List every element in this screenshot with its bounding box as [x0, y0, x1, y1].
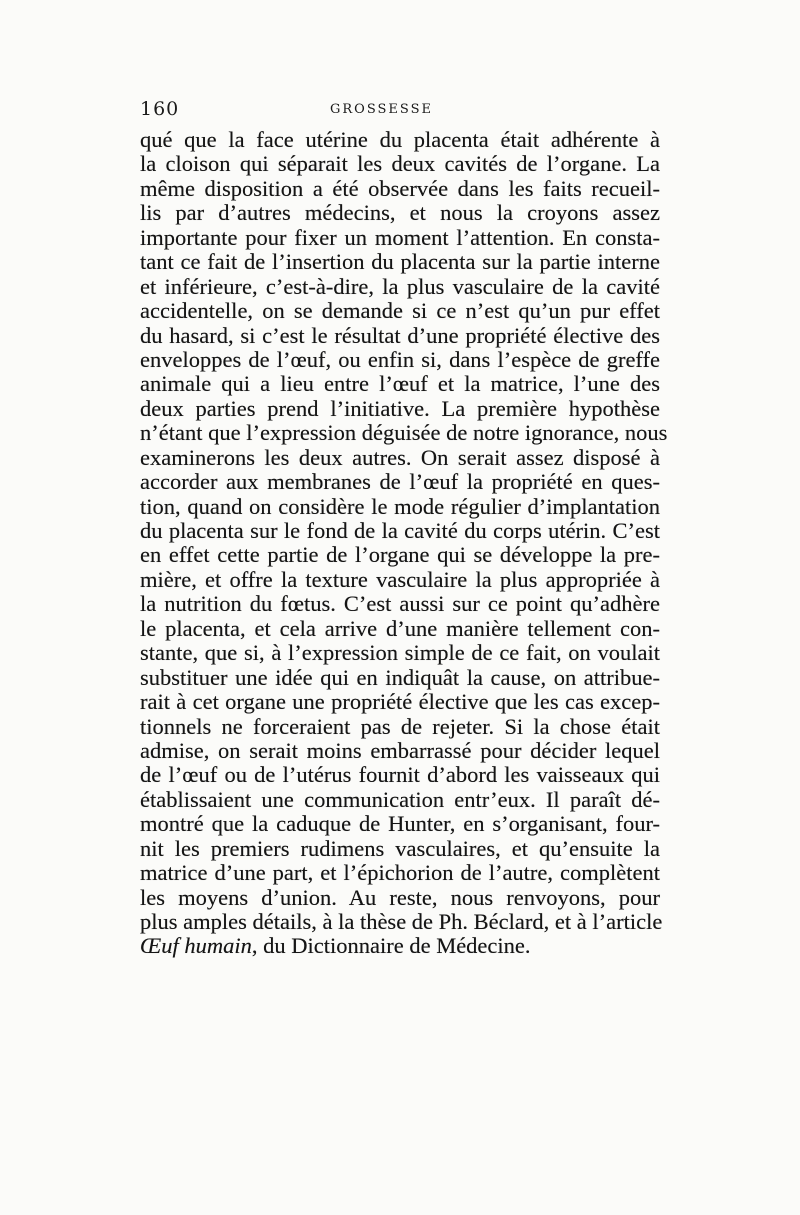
text-line: même disposition a été observée dans les faits recueil-: [140, 175, 660, 201]
text-line: deux parties prend l’initiative. La première hypothèse: [140, 395, 660, 421]
body-text: [140, 127, 668, 959]
text-line: du placenta sur le fond de la cavité du corps utérin. C’est: [140, 518, 660, 543]
text-line: examinerons les deux autres. On serait assez disposé à: [140, 444, 660, 470]
text-line: tant ce fait de l’insertion du placenta sur la partie interne: [140, 249, 660, 275]
final-line-rest: , du Dictionnaire de Médecine.: [251, 933, 531, 959]
text-line: nit les premiers rudimens vasculaires, et qu’ensuite la: [140, 835, 660, 861]
running-title: GROSSESSE: [330, 102, 433, 117]
text-line: lis par d’autres médecins, et nous la croyons assez: [140, 200, 660, 226]
text-line: substituer une idée qui en indiquât la cause, on attribue-: [140, 664, 660, 690]
text-line: mière, et offre la texture vasculaire la plus appropriée à: [140, 566, 660, 592]
text-line: tion, quand on considère le mode régulier d’implantation: [140, 493, 660, 519]
text-line: le placenta, et cela arrive d’une manière tellement con-: [140, 615, 660, 641]
text-line: et inférieure, c’est-à-dire, la plus vasculaire de la cavité: [140, 273, 660, 299]
text-line: n’étant que l’expression déguisée de notre ignorance, nous: [140, 420, 668, 446]
page-header: [140, 98, 660, 128]
text-line: de l’œuf ou de l’utérus fournit d’abord les vaisseaux qui: [140, 762, 660, 788]
text-line: matrice d’une part, et l’épichorion de l’autre, complètent: [140, 860, 660, 886]
text-line: du hasard, si c’est le résultat d’une propriété élective des: [140, 322, 660, 348]
text-line: stante, que si, à l’expression simple de ce fait, on voulait: [140, 640, 660, 666]
text-line: tionnels ne forceraient pas de rejeter. Si la chose était: [140, 713, 660, 739]
text-line: rait à cet organe une propriété élective que les cas excep-: [140, 689, 660, 715]
text-line: admise, on serait moins embarrassé pour décider lequel: [140, 737, 660, 763]
text-line: accidentelle, on se demande si ce n’est qu’un pur effet: [140, 298, 660, 324]
text-line: la cloison qui séparait les deux cavités de l’organe. La: [140, 151, 660, 177]
text-line: qué que la face utérine du placenta était adhérente à: [140, 127, 660, 152]
text-line: les moyens d’union. Au reste, nous renvoyons, pour: [140, 884, 660, 910]
text-line: accorder aux membranes de l’œuf la propriété en ques-: [140, 469, 660, 495]
page-number: 160: [140, 98, 180, 120]
text-line: montré que la caduque de Hunter, en s’organisant, four-: [140, 811, 660, 837]
text-line: animale qui a lieu entre l’œuf et la matrice, l’une des: [140, 371, 660, 397]
text-line: enveloppes de l’œuf, ou enfin si, dans l’espèce de greffe: [140, 346, 660, 372]
text-line: établissaient une communication entr’eux. Il paraît dé-: [140, 786, 660, 812]
italic-title: Œuf humain: [140, 933, 252, 959]
text-line-final: [140, 934, 660, 958]
text-line: en effet cette partie de l’organe qui se développe la pre-: [140, 542, 660, 568]
text-line: importante pour fixer un moment l’attention. En consta-: [140, 224, 660, 250]
text-line: plus amples détails, à la thèse de Ph. Béclard, et à l’article: [140, 909, 663, 934]
text-line: la nutrition du fœtus. C’est aussi sur ce point qu’adhère: [140, 591, 660, 617]
